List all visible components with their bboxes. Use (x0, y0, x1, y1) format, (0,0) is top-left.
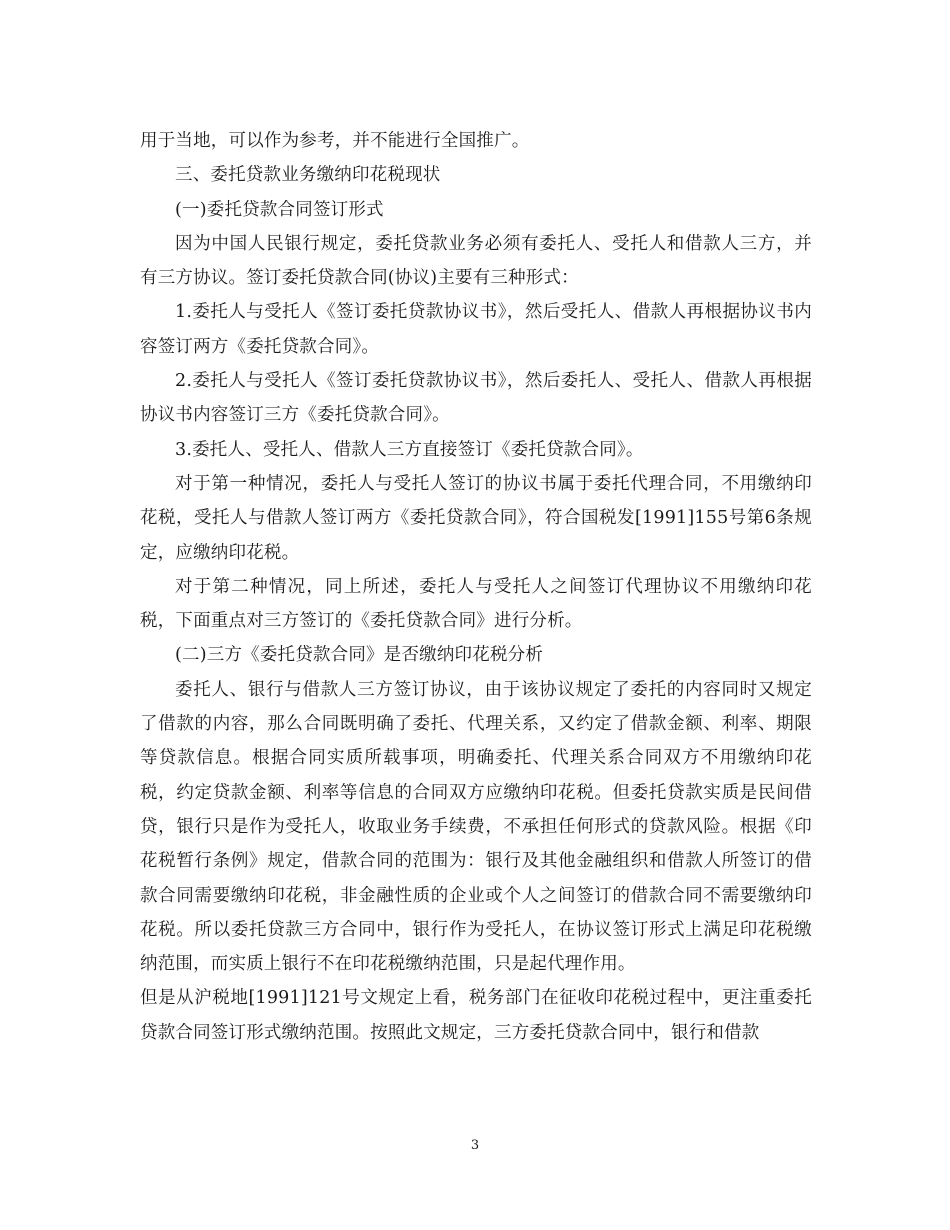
subsection-heading: (二)三方《委托贷款合同》是否缴纳印花税分析 (175, 645, 544, 666)
paragraph: 对于第二种情况，同上所述，委托人与受托人之间签订代理协议不用缴纳印花税，下面重点对三方签订的《委托贷款合同》进行分析。 (140, 576, 812, 632)
paragraph-continuation: 用于当地，可以作为参考，并不能进行全国推广。 (140, 131, 530, 151)
paragraph: 对于第一种情况，委托人与受托人签订的协议书属于委托代理合同，不用缴纳印花税，受托人与借款人签订两方《委托贷款合同》，符合国税发[1991]155号第6条规定，应缴纳印花税。 (140, 473, 812, 563)
section-heading: 三、委托贷款业务缴纳印花税现状 (175, 165, 441, 186)
paragraph: 因为中国人民银行规定，委托贷款业务必须有委托人、受托人和借款人三方，并有三方协议。签订委托贷款合同(协议)主要有三种形式： (140, 233, 812, 289)
paragraph: 但是从沪税地[1991]121号文规定上看，税务部门在征收印花税过程中，更注重委托贷款合同签订形式缴纳范围。按照此文规定，三方委托贷款合同中，银行和借款 (140, 988, 812, 1043)
paragraph: 委托人、银行与借款人三方签订协议，由于该协议规定了委托的内容同时又规定了借款的内容，那么合同既明确了委托、代理关系，又约定了借款金额、利率、期限等贷款信息。根据合同实质所载事项，明确委托、代理关系合同双方不用缴纳印花税，约定贷款金额、利率等信息的合同双方应缴纳印花税。但委托贷款实质是民间借贷，银行只是作为受托人，收取业务手续费，不承担任何形式的贷款风险。根据《印花税暂行条例》规定，借款合同的范围为：银行及其他金融组织和借款人所签订的借款合同需要缴纳印花税，非金融性质的企业或个人之间签订的借款合同不需要缴纳印花税。所以委托贷款三方合同中，银行作为受托人，在协议签订形式上满足印花税缴纳范围，而实质上银行不在印花税缴纳范围，只是起代理作用。 (140, 679, 812, 975)
list-item: 3.委托人、受托人、借款人三方直接签订《委托贷款合同》。 (175, 439, 644, 460)
subsection-heading: (一)委托贷款合同签订形式 (175, 199, 384, 220)
list-item: 1.委托人与受托人《签订委托贷款协议书》，然后受托人、借款人再根据协议书内容签订两方《委托贷款合同》。 (140, 302, 812, 357)
document-body (140, 124, 812, 1050)
list-item: 2.委托人与受托人《签订委托贷款协议书》，然后委托人、受托人、借款人再根据协议书内容签订三方《委托贷款合同》。 (140, 371, 812, 426)
page-number: 3 (470, 1138, 480, 1153)
